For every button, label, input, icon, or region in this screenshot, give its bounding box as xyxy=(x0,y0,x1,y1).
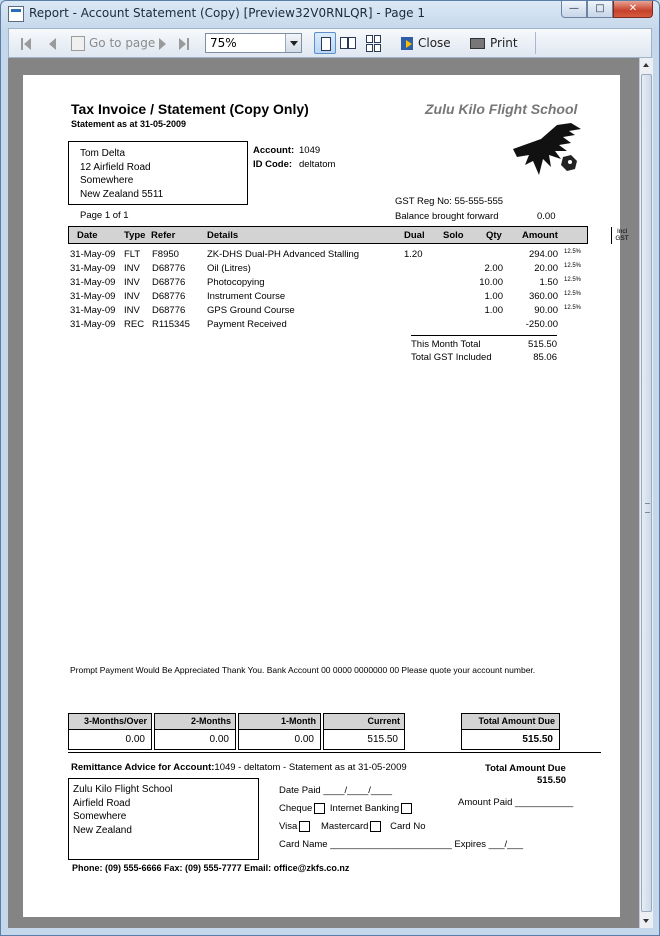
customer-address-box: Tom Delta 12 Airfield Road Somewhere New Zealand 5511 xyxy=(68,141,248,205)
print-button[interactable]: Print xyxy=(470,33,518,53)
go-to-page-button[interactable]: Go to page xyxy=(71,33,155,53)
page-counter: Page 1 of 1 xyxy=(80,210,129,221)
printer-icon xyxy=(470,38,485,49)
internet-banking-checkbox xyxy=(401,803,412,814)
previous-page-button[interactable] xyxy=(49,33,56,53)
toolbar xyxy=(8,28,652,58)
table-row: 31-May-09 INV D68776 Photocopying 10.00 1.50 12.5% xyxy=(70,277,582,288)
go-to-page-icon xyxy=(71,36,85,51)
table-header: Date Type Refer Details Dual Solo Qty Amount Incl GST xyxy=(68,226,588,244)
gst-total-label: Total GST Included xyxy=(411,352,492,363)
remittance-divider xyxy=(68,752,601,753)
report-heading: Tax Invoice / Statement (Copy Only) xyxy=(71,101,309,117)
close-report-button[interactable]: Close xyxy=(401,33,451,53)
cheque-checkbox xyxy=(314,803,325,814)
zoom-select[interactable]: 75% xyxy=(205,33,302,53)
exit-door-icon xyxy=(401,37,413,50)
four-page-icon xyxy=(366,35,373,43)
minimize-button[interactable]: — xyxy=(561,1,587,18)
school-name: Zulu Kilo Flight School xyxy=(425,101,578,117)
table-row: 31-May-09 INV D68776 Oil (Litres) 2.00 20.00 12.5% xyxy=(70,263,582,274)
school-address-box: Zulu Kilo Flight School Airfield Road Somewhere New Zealand xyxy=(68,778,259,860)
eagle-logo-icon xyxy=(511,121,583,177)
scrollbar-thumb[interactable] xyxy=(641,74,652,912)
four-page-view-button[interactable] xyxy=(363,32,385,54)
cheque-option: Cheque Internet Banking xyxy=(279,803,414,814)
scroll-up-icon[interactable] xyxy=(640,58,653,72)
remit-total-value: 515.50 xyxy=(537,775,567,786)
card-options: Visa Mastercard Card No xyxy=(279,821,426,833)
aging-1-month: 1-Month 0.00 xyxy=(238,713,321,750)
table-row: 31-May-09 INV D68776 GPS Ground Course 1.00 90.00 12.5% xyxy=(70,305,582,316)
remit-total-label: Total Amount Due xyxy=(485,763,566,774)
contact-footer: Phone: (09) 555-6666 Fax: (09) 555-7777 Email: office@zkfs.co.nz xyxy=(72,863,350,873)
aging-3-months: 3-Months/Over 0.00 xyxy=(68,713,152,750)
balance-forward-label: Balance brought forward xyxy=(395,211,499,222)
account-info: Account: 1049 ID Code: deltatom xyxy=(253,145,336,170)
scroll-down-icon[interactable] xyxy=(640,914,653,928)
previous-page-icon xyxy=(49,38,56,50)
gst-total-value: 85.06 xyxy=(533,352,557,363)
total-amount-due-box: Total Amount Due 515.50 xyxy=(461,713,560,750)
first-page-button[interactable] xyxy=(21,33,31,53)
maximize-button[interactable]: □ xyxy=(587,1,613,18)
payment-prompt: Prompt Payment Would Be Appreciated Thank You. Bank Account 00 0000 0000000 00 Please quote your account number. xyxy=(70,665,536,675)
total-divider xyxy=(411,335,557,336)
last-page-icon xyxy=(179,38,186,50)
visa-checkbox xyxy=(299,821,310,832)
single-page-icon xyxy=(321,37,331,51)
amount-paid-field: Amount Paid ___________ xyxy=(458,797,574,808)
table-row: 31-May-09 FLT F8950 ZK-DHS Dual-PH Advanced Stalling 1.20 294.00 12.5% xyxy=(70,249,582,260)
card-name-field: Card Name _______________________ Expires ___/___ xyxy=(279,839,524,850)
single-page-view-button[interactable] xyxy=(314,32,336,54)
window-title: Report - Account Statement (Copy) [Preview32V0RNLQR] - Page 1 xyxy=(29,6,426,20)
month-total-label: This Month Total xyxy=(411,339,481,350)
close-window-button[interactable]: ✕ xyxy=(613,1,653,18)
incl-gst-header: Incl GST xyxy=(611,227,632,244)
report-window-icon xyxy=(8,6,24,22)
remittance-heading: Remittance Advice for Account:1049 - deltatom - Statement as at 31-05-2009 xyxy=(71,762,407,773)
aging-2-months: 2-Months 0.00 xyxy=(154,713,236,750)
gst-reg: GST Reg No: 55-555-555 xyxy=(395,196,504,207)
table-row: 31-May-09 INV D68776 Instrument Course 1.00 360.00 12.5% xyxy=(70,291,582,302)
date-paid-field: Date Paid ____/____/____ xyxy=(279,785,393,796)
vertical-scrollbar[interactable] xyxy=(639,58,653,928)
balance-forward-value: 0.00 xyxy=(537,211,556,222)
report-page xyxy=(23,75,629,917)
two-page-icon xyxy=(340,37,348,49)
table-row: 31-May-09 REC R115345 Payment Received -250.00 xyxy=(70,319,558,330)
chevron-down-icon[interactable] xyxy=(285,34,301,52)
next-page-icon xyxy=(159,38,166,50)
title-bar xyxy=(0,0,660,28)
first-page-icon xyxy=(21,38,23,50)
aging-current: Current 515.50 xyxy=(323,713,405,750)
two-page-view-button[interactable] xyxy=(337,32,359,54)
next-page-button[interactable] xyxy=(159,33,166,53)
month-total-value: 515.50 xyxy=(527,339,557,350)
statement-date: Statement as at 31-05-2009 xyxy=(71,119,187,129)
toolbar-divider xyxy=(535,32,536,54)
mastercard-checkbox xyxy=(370,821,381,832)
last-page-button[interactable] xyxy=(179,33,189,53)
